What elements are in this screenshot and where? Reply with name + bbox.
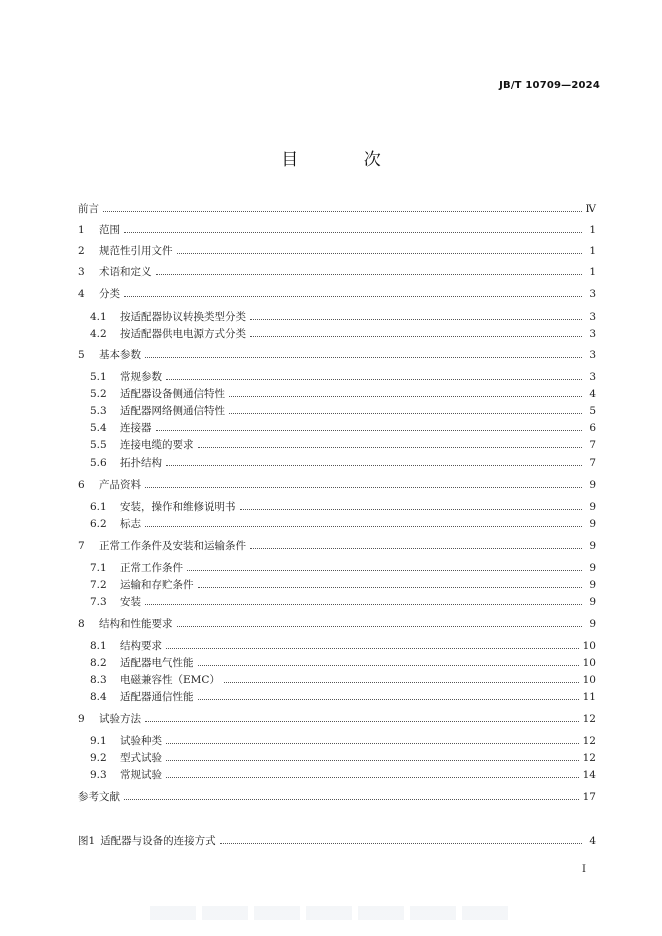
toc-entry-number: 5.4 <box>90 422 107 434</box>
dot-leader <box>124 799 579 800</box>
toc-entry[interactable] <box>78 242 596 258</box>
toc-entry[interactable] <box>78 263 596 279</box>
toc-entry-page: 3 <box>589 311 596 323</box>
toc-entry-page: 14 <box>582 769 596 781</box>
toc-entry[interactable] <box>78 832 596 848</box>
toc-entry[interactable] <box>78 615 596 631</box>
toc-entry-number: 5.5 <box>90 439 107 451</box>
toc-entry-number: 9.3 <box>90 769 107 781</box>
toc-entry[interactable] <box>90 559 596 575</box>
toc-entry-number: 5.3 <box>90 405 107 417</box>
toc-entry-page: 10 <box>582 640 596 652</box>
toc-entry-label: 规范性引用文件 <box>99 245 173 257</box>
dot-leader <box>250 336 582 337</box>
toc-entry-label: 基本参数 <box>99 349 141 361</box>
dot-leader <box>145 526 582 527</box>
dot-leader <box>124 232 582 233</box>
page-title: 目 次 <box>281 150 411 170</box>
toc-entry[interactable] <box>90 671 596 687</box>
toc-entry-page: 11 <box>582 691 596 703</box>
toc-entry-label: 适配器设备侧通信特性 <box>120 388 225 400</box>
toc-entry-number: 9.1 <box>90 735 107 747</box>
toc-entry-label: 范围 <box>99 224 120 236</box>
toc-entry-number: 6.2 <box>90 518 107 530</box>
dot-leader <box>240 509 583 510</box>
toc-entry-number: 4.2 <box>90 328 107 340</box>
dot-leader <box>250 548 582 549</box>
toc-entry-number: 8.1 <box>90 640 107 652</box>
toc-entry[interactable] <box>90 749 596 765</box>
toc-entry-page: 7 <box>589 439 596 451</box>
toc-entry[interactable] <box>90 766 596 782</box>
toc-entry[interactable] <box>78 221 596 237</box>
toc-entry[interactable] <box>90 593 596 609</box>
toc-entry-label: 适配器网络侧通信特性 <box>120 405 225 417</box>
toc-entry-label: 参考文献 <box>78 791 120 803</box>
dot-leader <box>177 626 583 627</box>
toc-entry-page: 1 <box>589 266 596 278</box>
toc-entry-label: 常规参数 <box>120 371 162 383</box>
toc-entry[interactable] <box>90 732 596 748</box>
toc-entry-label: 常规试验 <box>120 769 162 781</box>
toc-entry[interactable] <box>90 688 596 704</box>
toc-entry[interactable] <box>90 385 596 401</box>
dot-leader <box>198 587 583 588</box>
toc-entry-page: 1 <box>589 224 596 236</box>
toc-entry-page: 9 <box>589 618 596 630</box>
toc-entry-page: 1 <box>589 245 596 257</box>
toc-entry[interactable] <box>90 654 596 670</box>
toc-entry[interactable] <box>78 537 596 553</box>
dot-leader <box>250 319 582 320</box>
toc-entry-number: 8 <box>78 618 85 630</box>
dot-leader <box>220 843 582 844</box>
toc-entry[interactable] <box>90 498 596 514</box>
toc-entry-number: 5.1 <box>90 371 107 383</box>
toc-entry-page: 4 <box>589 835 596 847</box>
toc-entry-page: 6 <box>589 422 596 434</box>
toc-entry-page: 7 <box>589 457 596 469</box>
toc-entry-label: 正常工作条件 <box>120 562 183 574</box>
toc-entry-number: 6.1 <box>90 501 107 513</box>
toc-entry[interactable] <box>90 637 596 653</box>
dot-leader <box>145 487 582 488</box>
toc-entry[interactable] <box>78 476 596 492</box>
toc-entry-label: 电磁兼容性（EMC） <box>120 674 220 686</box>
toc-entry-page: 3 <box>589 371 596 383</box>
dot-leader <box>198 665 579 666</box>
toc-entry[interactable] <box>90 436 596 452</box>
dot-leader <box>166 648 579 649</box>
toc-entry[interactable] <box>90 419 596 435</box>
dot-leader <box>145 721 579 722</box>
toc-entry[interactable] <box>78 710 596 726</box>
toc-entry-number: 5.2 <box>90 388 107 400</box>
toc-entry-number: 7.2 <box>90 579 107 591</box>
toc-entry-page: 9 <box>589 596 596 608</box>
dot-leader <box>198 447 583 448</box>
toc-entry-page: 9 <box>589 579 596 591</box>
toc-entry-label: 适配器通信性能 <box>120 691 194 703</box>
dot-leader <box>156 274 583 275</box>
toc-entry-number: 8.4 <box>90 691 107 703</box>
toc-entry[interactable] <box>90 576 596 592</box>
dot-leader <box>166 379 582 380</box>
toc-entry-page: 12 <box>582 752 596 764</box>
toc-entry-number: 6 <box>78 479 85 491</box>
toc-entry-number: 4 <box>78 288 85 300</box>
toc-entry-number: 图1 <box>78 835 96 847</box>
dot-leader <box>156 430 583 431</box>
standard-code: JB/T 10709—2024 <box>499 80 600 91</box>
dot-leader <box>145 357 582 358</box>
toc-entry-number: 1 <box>78 224 85 236</box>
toc-entry-label: 适配器电气性能 <box>120 657 194 669</box>
dot-leader <box>229 396 582 397</box>
page-number: I <box>582 864 586 875</box>
toc-entry-label: 试验种类 <box>120 735 162 747</box>
dot-leader <box>124 296 582 297</box>
toc-entry[interactable] <box>78 346 596 362</box>
toc-entry-page: 10 <box>582 674 596 686</box>
toc-entry-number: 8.2 <box>90 657 107 669</box>
toc-entry[interactable] <box>90 368 596 384</box>
dot-leader <box>166 760 579 761</box>
dot-leader <box>198 699 579 700</box>
toc-entry-label: 连接器 <box>120 422 152 434</box>
toc-entry-page: 3 <box>589 328 596 340</box>
toc-entry-number: 2 <box>78 245 85 257</box>
dot-leader <box>166 465 582 466</box>
toc-entry-number: 3 <box>78 266 85 278</box>
toc-entry-number: 9 <box>78 713 85 725</box>
toc-entry-label: 术语和定义 <box>99 266 152 278</box>
toc-entry[interactable] <box>78 200 596 216</box>
dot-leader <box>224 682 579 683</box>
toc-entry-page: 5 <box>589 405 596 417</box>
toc-entry-number: 4.1 <box>90 311 107 323</box>
toc-entry-number: 7.3 <box>90 596 107 608</box>
dot-leader <box>229 413 582 414</box>
toc-entry-label: 正常工作条件及安装和运输条件 <box>99 540 246 552</box>
toc-entry-page: 3 <box>589 288 596 300</box>
toc-entry-label: 试验方法 <box>99 713 141 725</box>
toc-entry-page: 9 <box>589 501 596 513</box>
toc-entry[interactable] <box>90 515 596 531</box>
toc-entry-page: 12 <box>582 713 596 725</box>
dot-leader <box>177 253 583 254</box>
dot-leader <box>166 743 579 744</box>
toc-entry-number: 9.2 <box>90 752 107 764</box>
toc-entry-label: 连接电缆的要求 <box>120 439 194 451</box>
toc-entry-label: 产品资料 <box>99 479 141 491</box>
toc-entry-label: 按适配器协议转换类型分类 <box>120 311 246 323</box>
toc-entry-number: 7.1 <box>90 562 107 574</box>
toc-entry-label: 适配器与设备的连接方式 <box>100 835 216 847</box>
toc-entry-page: 10 <box>582 657 596 669</box>
dot-leader <box>145 604 582 605</box>
toc-entry-label: 结构要求 <box>120 640 162 652</box>
toc-entry-number: 7 <box>78 540 85 552</box>
dot-leader <box>103 211 582 212</box>
toc-entry[interactable] <box>90 325 596 341</box>
toc-entry-number: 5 <box>78 349 85 361</box>
toc-entry-label: 标志 <box>120 518 141 530</box>
toc-entry-label: 结构和性能要求 <box>99 618 173 630</box>
toc-entry-page: 9 <box>589 518 596 530</box>
toc-entry[interactable] <box>90 454 596 470</box>
toc-entry[interactable] <box>78 285 596 301</box>
toc-entry[interactable] <box>90 402 596 418</box>
toc-entry-page: 17 <box>582 791 596 803</box>
toc-entry-label: 分类 <box>99 288 120 300</box>
toc-entry-page: Ⅳ <box>585 203 596 215</box>
toc-entry[interactable] <box>90 308 596 324</box>
toc-entry-label: 型式试验 <box>120 752 162 764</box>
dot-leader <box>187 570 582 571</box>
toc-entry-label: 拓扑结构 <box>120 457 162 469</box>
toc-entry-page: 3 <box>589 349 596 361</box>
toc-entry-label: 前言 <box>78 203 99 215</box>
toc-entry[interactable] <box>78 788 596 804</box>
toc-entry-label: 按适配器供电电源方式分类 <box>120 328 246 340</box>
toc-entry-page: 12 <box>582 735 596 747</box>
dot-leader <box>166 777 579 778</box>
toc-entry-page: 9 <box>589 479 596 491</box>
toc-entry-page: 4 <box>589 388 596 400</box>
toc-entry-label: 运输和存贮条件 <box>120 579 194 591</box>
toc-entry-page: 9 <box>589 540 596 552</box>
toc-entry-page: 9 <box>589 562 596 574</box>
watermark <box>150 906 510 920</box>
toc-entry-number: 8.3 <box>90 674 107 686</box>
toc-entry-label: 安装，操作和维修说明书 <box>120 501 236 513</box>
toc-entry-label: 安装 <box>120 596 141 608</box>
toc-entry-number: 5.6 <box>90 457 107 469</box>
